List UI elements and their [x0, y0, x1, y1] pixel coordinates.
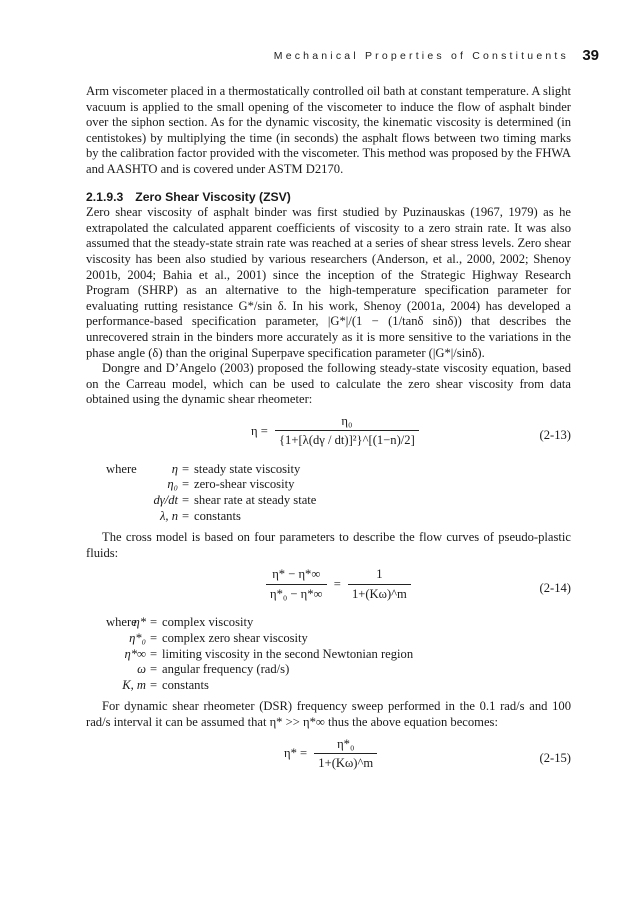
definition-row [86, 477, 571, 493]
definition-equals: = [182, 508, 190, 523]
definition-row [86, 631, 571, 647]
definition-symbol: η*∞ [124, 646, 146, 661]
eq13-numerator: η₀ [341, 413, 353, 428]
definition-symbol: K, m [122, 677, 146, 692]
equation-2-14 [86, 567, 571, 611]
eq13-number: (2-13) [539, 427, 571, 442]
definition-text: shear rate at steady state [194, 493, 317, 508]
definition-equals: = [150, 677, 158, 692]
paragraph-carreau-intro: Dongre and D’Angelo (2003) proposed the following steady-state viscosity equation, based on the Carreau model, which can be used to calculate the zero shear viscosity from data obtained using the dynamic shear rheometer: [86, 361, 571, 407]
definition-text: constants [162, 677, 209, 692]
definition-symbol: η* [133, 615, 146, 630]
running-head [0, 47, 621, 67]
definition-equals: = [182, 493, 190, 508]
definition-text: complex viscosity [162, 615, 254, 630]
eq14-lhs-fraction [266, 567, 327, 602]
definitions-2-13 [86, 462, 571, 524]
definition-equals: = [150, 662, 158, 677]
definitions-2-14 [86, 615, 571, 693]
definition-text: angular frequency (rad/s) [162, 662, 290, 677]
definition-symbol: λ, n [159, 508, 178, 523]
paragraph-dsr-sweep: For dynamic shear rheometer (DSR) frequency sweep performed in the 0.1 rad/s and 100 rad/s interval it can be assumed that η* >> η*∞ thus the above equation becomes: [86, 699, 571, 729]
paragraph-zsv-history: Zero shear viscosity of asphalt binder was first studied by Puzinauskas (1967, 1979) as he extrapolated the calculated apparent coefficients of viscosity to a zero strain rate. It was also assumed that the steady-state strain rate was reached at a series of shear stress levels. Zero shear viscosity has been also studied by various researchers (Anderson, et al., 2000, 2002; Shenoy 2001b, 2004; Bahia et al., 2001) since the inception of the Strategic Highway Research Program (SHRP) as an alternative to the high-temperature specification parameter for evaluating rutting resistance G*/sin δ. In his work, Shenoy (2001a, 2004) has developed a performance-based specification parameter, |G*|/(1 − (1/tanδ sinδ)) that describes the unrecovered strain in the binders more accurately as it is more sensitive to the variations in the phase angle (δ) than the original Superpave specification parameter (|G*|/sinδ). [86, 205, 571, 360]
definition-text: complex zero shear viscosity [162, 631, 308, 646]
definition-row [86, 509, 571, 525]
where-label: where [106, 615, 137, 630]
definition-text: zero-shear viscosity [194, 477, 295, 492]
section-heading [86, 190, 571, 206]
definition-symbol: η₀ [167, 477, 178, 492]
definition-equals: = [150, 615, 158, 630]
where-label: where [106, 461, 137, 476]
paragraph-kinematic-viscosity: Arm viscometer placed in a thermostatically controlled oil bath at constant temperature. A slight vacuum is applied to the small opening of the viscometer to induce the flow of asphalt binder over the siphon section. As for the dynamic viscosity, the kinematic viscosity is determined (in centistokes) by multiplying the time (in seconds) the asphalt flows between two timing marks by the calibration factor provided with the viscometer. This method was proposed by the FHWA and AASHTO and is covered under ASTM D2170. [86, 84, 571, 176]
definition-text: limiting viscosity in the second Newtonian region [162, 646, 414, 661]
definition-row [86, 678, 571, 694]
definition-symbol: η [171, 461, 178, 476]
definition-symbol: η*₀ [129, 631, 146, 646]
page-number: 39 [582, 47, 599, 64]
definition-row [86, 493, 571, 509]
eq13-denominator: {1+[λ(dγ / dt)]²}^[(1−n)/2] [275, 430, 419, 449]
definition-text: constants [194, 508, 241, 523]
eq13-fraction [275, 414, 419, 449]
definition-symbol: ω [137, 662, 146, 677]
section-title: Zero Shear Viscosity (ZSV) [135, 189, 291, 204]
eq15-denominator: 1+(Kω)^m [314, 753, 377, 772]
definition-equals: = [150, 646, 158, 661]
eq15-fraction [314, 737, 377, 772]
eq14-rhs-denominator: 1+(Kω)^m [348, 584, 411, 603]
definition-text: steady state viscosity [194, 461, 301, 476]
definition-row [86, 615, 571, 631]
definition-symbol: dγ/dt [153, 493, 178, 508]
eq15-numerator: η*₀ [337, 736, 355, 751]
eq15-number: (2-15) [539, 750, 571, 765]
definition-equals: = [182, 461, 190, 476]
eq15-lhs: η* = [284, 746, 308, 761]
eq14-rhs-numerator: 1 [376, 567, 383, 582]
paragraph-cross-model: The cross model is based on four parameters to describe the flow curves of pseudo-plastic fluids: [86, 530, 571, 560]
equation-2-15 [86, 737, 571, 781]
equation-2-13 [86, 414, 571, 458]
eq14-equals: = [333, 577, 341, 592]
eq14-rhs-fraction [348, 567, 411, 602]
definition-row [86, 662, 571, 678]
definition-equals: = [182, 477, 190, 492]
definition-equals: = [150, 631, 158, 646]
page-body [86, 84, 571, 785]
section-number: 2.1.9.3 [86, 189, 124, 204]
running-head-title: Mechanical Properties of Constituents [273, 50, 569, 62]
eq14-number: (2-14) [539, 581, 571, 596]
definition-row [86, 647, 571, 663]
definition-row [86, 462, 571, 478]
eq13-lhs: η = [251, 423, 268, 438]
eq14-lhs-denominator: η*₀ − η*∞ [266, 584, 327, 603]
eq14-lhs-numerator: η* − η*∞ [272, 567, 321, 582]
